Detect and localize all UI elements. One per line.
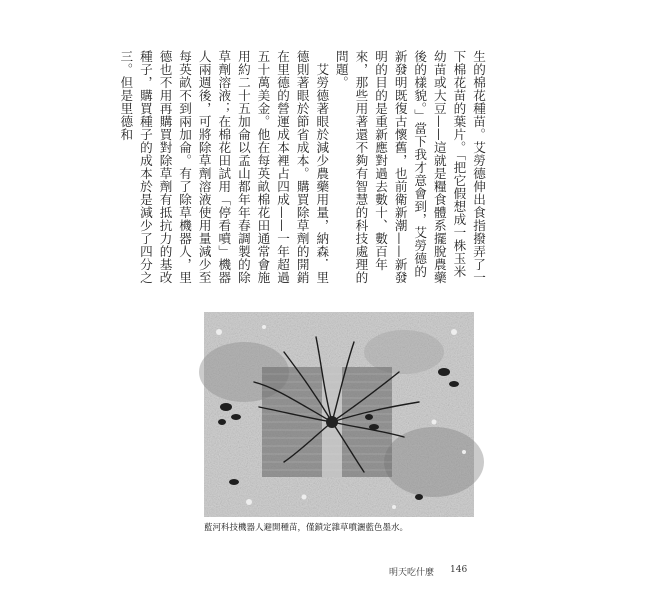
figure-photo	[204, 312, 474, 517]
paragraph-2: 艾勞德著眼於減少農藥用量，納森．里德則著眼於節省成本。購買除草劑的開銷在里德的營運成本裡占四成——一年超過五十萬美金。他在每英畝棉花田通常會施用約二十五加侖以孟山都年年春調製的除草劑溶液；在棉花田試用「停看噴」機器人兩週後，可將除草劑溶液使用量減少至每英畝不到兩加侖。有了除草機器人，里德也不用再購買對除草劑有抵抗力的基改種子，購買種子的成本於是減少了四分之三。但是里德和	[118, 50, 330, 284]
paragraph-1: 生的棉花種苗。艾勞德伸出食指撥弄了一下棉花苗的葉片。「把它假想成一株玉米幼苗或大豆——這就是糧食體系擺脫農藥後的樣貌。」當下我才意會到，艾勞德的新發明既復古懷舊，也前衛新潮——新發明的目的是重新應對過去數十、數百年來，那些用著還不夠有智慧的科技處理的問題。	[333, 50, 486, 284]
running-footer-title: 明天吃什麼	[389, 568, 435, 578]
page-number: 146	[450, 565, 468, 575]
body-text	[118, 50, 488, 288]
figure-caption: 藍河科技機器人避開種苗，僅鎖定雜草噴灑藍色墨水。	[204, 523, 409, 533]
